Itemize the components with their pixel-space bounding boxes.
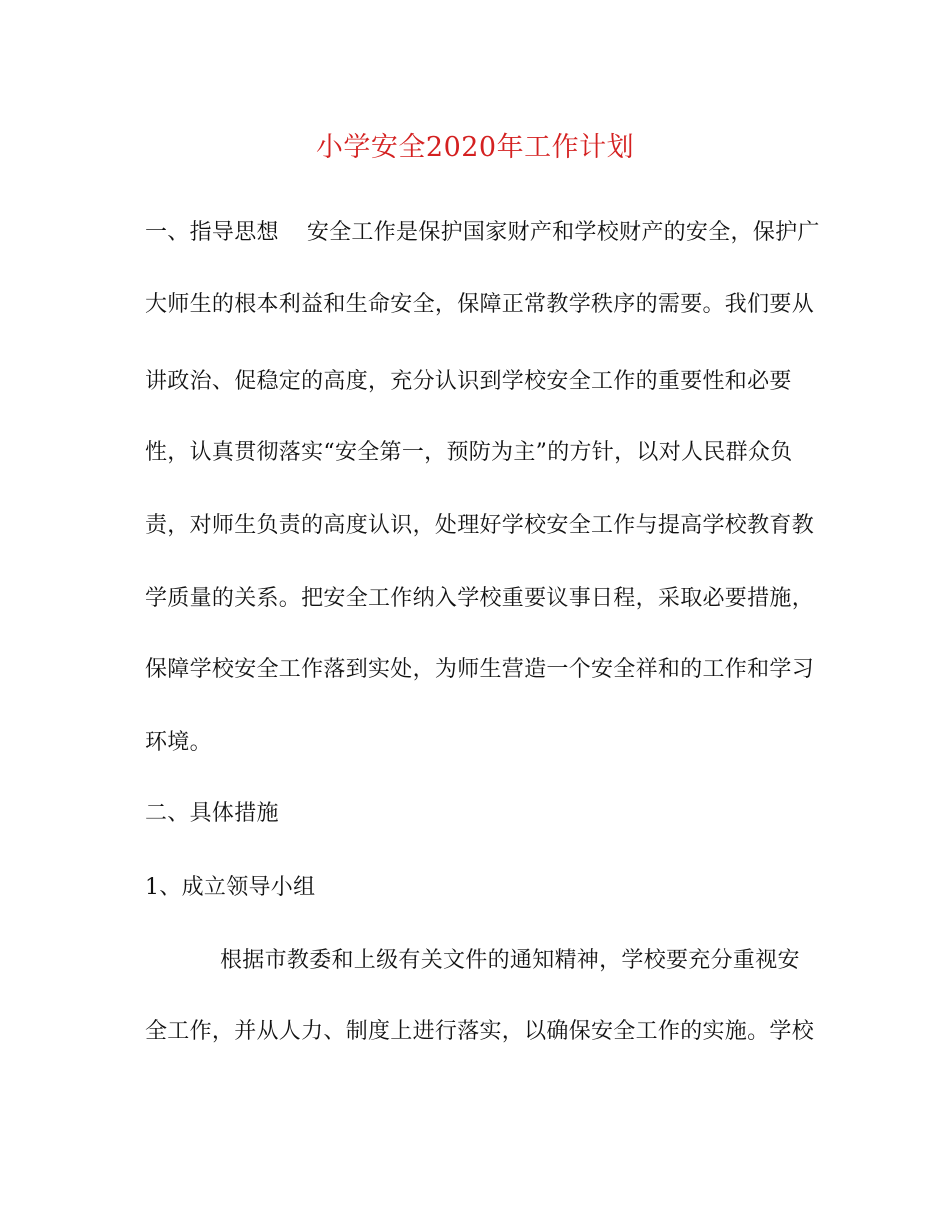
paragraph-line: 根据市教委和上级有关文件的通知精神，学校要充分重视安 bbox=[220, 948, 800, 973]
paragraph-line: 性，认真贯彻落实“安全第一，预防为主”的方针，以对人民群众负 bbox=[145, 440, 793, 465]
paragraph-line: 全工作，并从人力、制度上进行落实，以确保安全工作的实施。学校 bbox=[145, 1019, 815, 1044]
subsection-heading: 1、成立领导小组 bbox=[145, 875, 316, 900]
paragraph-text: 安全工作是保护国家财产和学校财产的安全，保护广 bbox=[306, 220, 820, 245]
paragraph-line: 大师生的根本利益和生命安全，保障正常教学秩序的需要。我们要从 bbox=[145, 292, 815, 317]
paragraph-line: 保障学校安全工作落到实处，为师生营造一个安全祥和的工作和学习 bbox=[145, 657, 815, 682]
paragraph-line: 责，对师生负责的高度认识，处理好学校安全工作与提高学校教育教 bbox=[145, 513, 815, 538]
paragraph-line: 学质量的关系。把安全工作纳入学校重要议事日程，采取必要措施， bbox=[145, 586, 815, 611]
paragraph-line: 环境。 bbox=[145, 730, 212, 755]
document-title: 小学安全2020年工作计划 bbox=[315, 132, 635, 163]
paragraph-line: 讲政治、促稳定的高度，充分认识到学校安全工作的重要性和必要 bbox=[145, 369, 792, 394]
section-heading: 二、具体措施 bbox=[145, 801, 279, 826]
section-heading: 一、指导思想 bbox=[145, 220, 279, 245]
paragraph-line bbox=[145, 216, 820, 250]
